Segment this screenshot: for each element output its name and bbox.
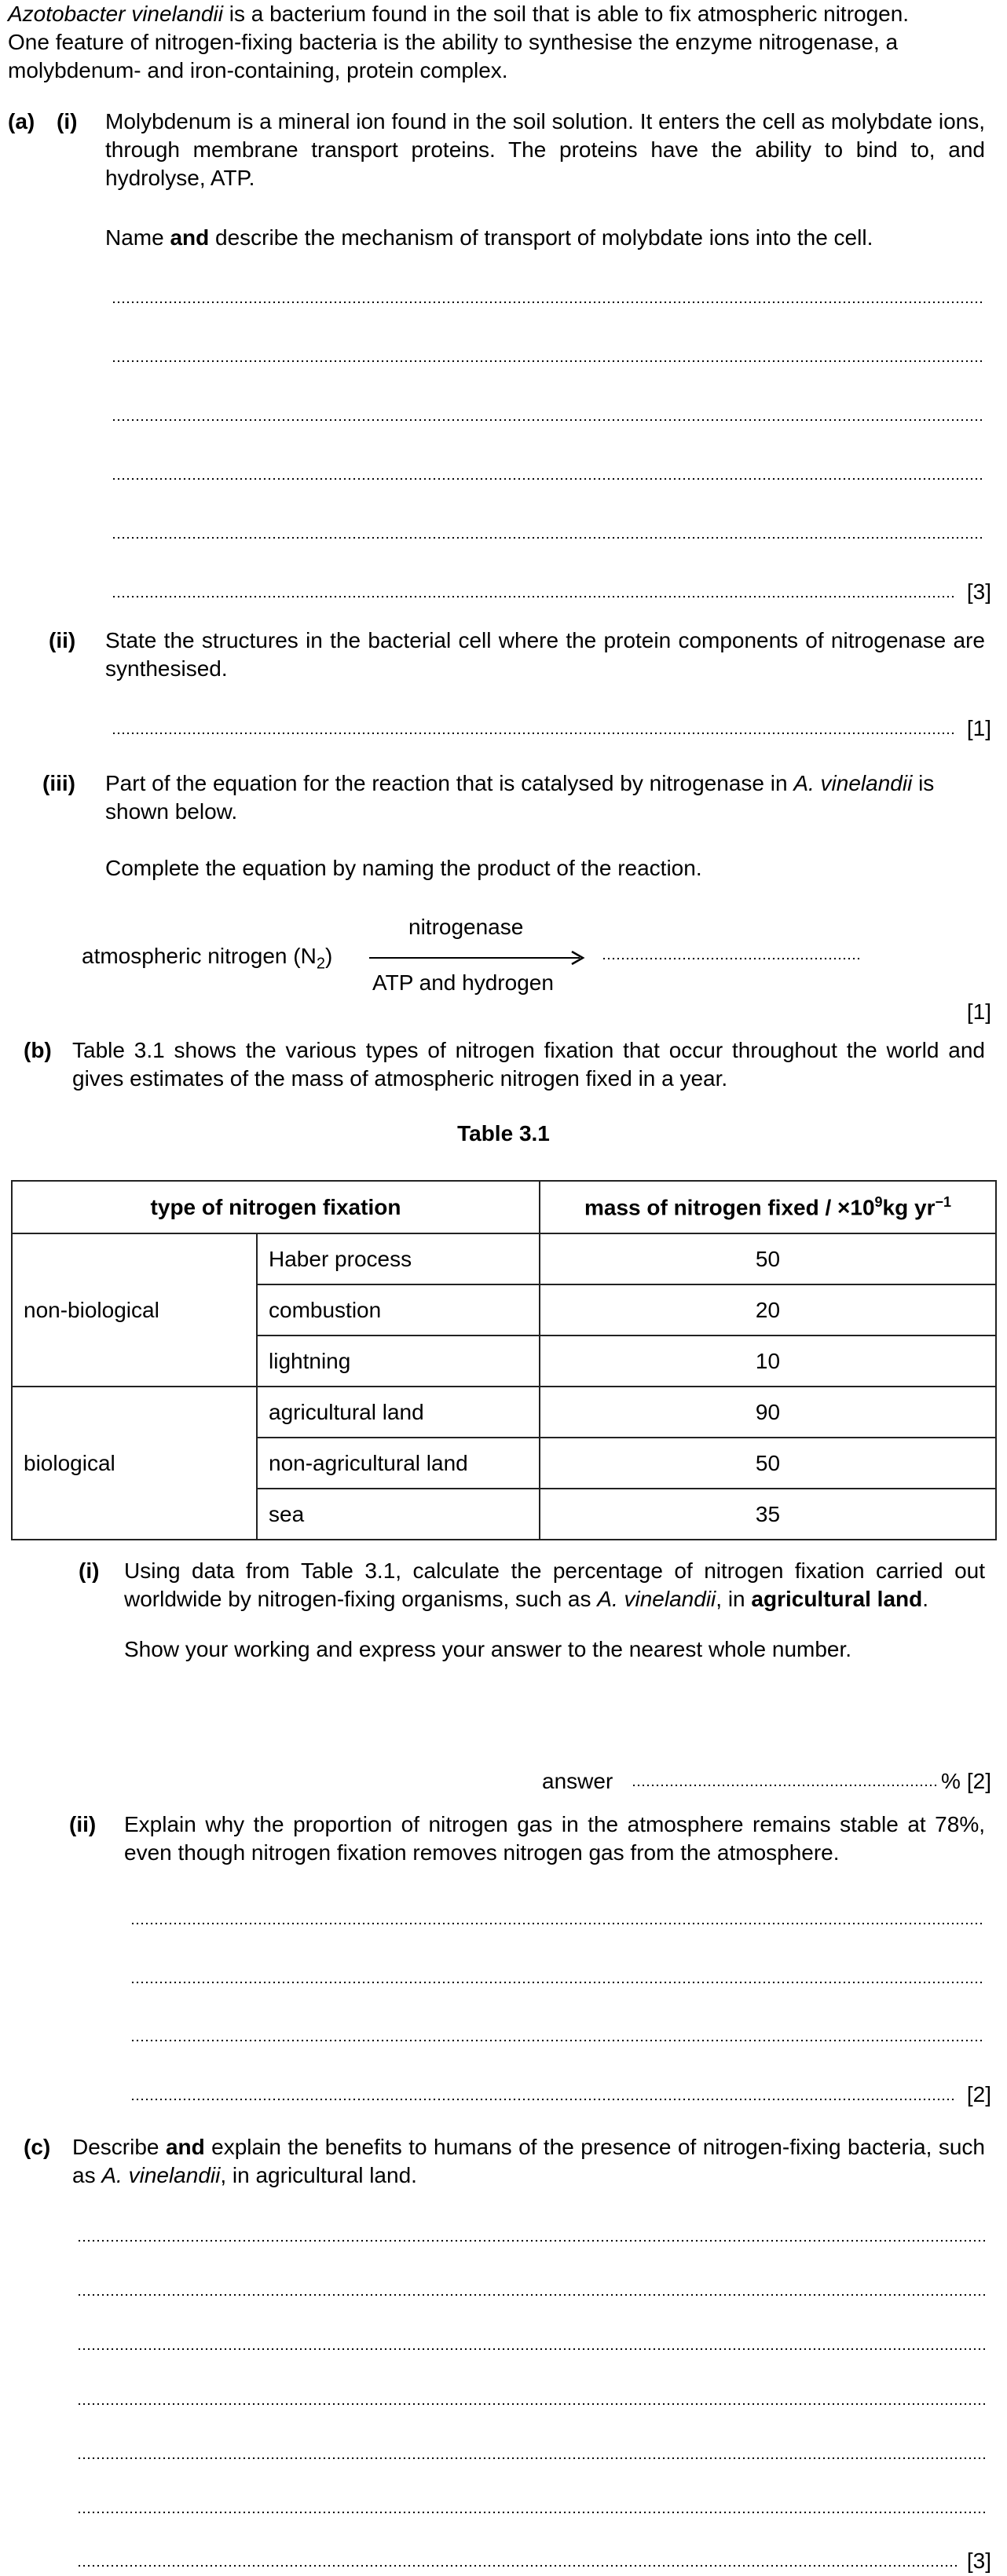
answer-line[interactable] bbox=[130, 2039, 985, 2042]
species-name: Azotobacter vinelandii bbox=[8, 2, 223, 26]
mark-allocation: [1] bbox=[966, 716, 991, 740]
mark-allocation: [2] bbox=[966, 1769, 991, 1793]
answer-line[interactable] bbox=[77, 2457, 985, 2460]
nitrogen-fixation-table bbox=[11, 1180, 997, 1540]
answer-line[interactable] bbox=[112, 360, 985, 363]
answer-line[interactable] bbox=[77, 2564, 957, 2567]
product-answer-line[interactable] bbox=[602, 957, 859, 960]
answer-line[interactable] bbox=[112, 595, 957, 598]
group-label-non-biological: non-biological bbox=[12, 1233, 257, 1387]
fixation-type-cell: sea bbox=[257, 1489, 540, 1540]
equation-catalyst-label: nitrogenase bbox=[408, 915, 524, 939]
intro-paragraph bbox=[8, 0, 999, 85]
intro-line-3: molybdenum- and iron-containing, protein complex. bbox=[8, 58, 508, 82]
question-b-i-text: Using data from Table 3.1, calculate the percentage of nitrogen fixation carried out worldwide by nitrogen-fixing organisms, such as A. vinelandii, in agricultural land. bbox=[124, 1558, 985, 1611]
question-label-a: (a) bbox=[8, 109, 35, 133]
answer-line[interactable] bbox=[130, 1922, 985, 1925]
question-a-i-text: Molybdenum is a mineral ion found in the soil solution. It enters the cell as molybdate ions, through membrane transport proteins. The proteins have the ability to bind to, and hydrolyse, ATP. bbox=[105, 109, 985, 190]
intro-line-1: Azotobacter vinelandii is a bacterium found in the soil that is able to fix atmospheric nitrogen. bbox=[8, 2, 910, 26]
column-header-mass: mass of nitrogen fixed / $\times 10^9kg$ $yr^{-1}$ bbox=[540, 1181, 996, 1233]
mark-allocation: [3] bbox=[966, 579, 991, 604]
answer-line[interactable] bbox=[130, 2098, 957, 2101]
fixation-type-cell: non-agricultural land bbox=[257, 1438, 540, 1489]
answer-line[interactable] bbox=[112, 418, 985, 422]
question-b-text: Table 3.1 shows the various types of nitrogen fixation that occur throughout the world and gives estimates of the mass of atmospheric nitrogen fixed in a year. bbox=[72, 1038, 985, 1091]
question-label-b-i: (i) bbox=[79, 1558, 100, 1583]
answer-line[interactable] bbox=[77, 2293, 985, 2296]
mass-cell: 35 bbox=[540, 1489, 996, 1540]
intro-line-2: One feature of nitrogen-fixing bacteria is the ability to synthesise the enzyme nitrogenase, a bbox=[8, 30, 899, 54]
question-label-b: (b) bbox=[24, 1038, 52, 1062]
percent-unit: % bbox=[941, 1769, 961, 1793]
mass-cell: 50 bbox=[540, 1233, 996, 1284]
column-header-type: type of nitrogen fixation bbox=[12, 1181, 540, 1233]
question-a-ii-text: State the structures in the bacterial cell where the protein components of nitrogenase are synthesised. bbox=[105, 628, 985, 681]
mass-cell: 10 bbox=[540, 1336, 996, 1387]
question-b-ii-text: Explain why the proportion of nitrogen gas in the atmosphere remains stable at 78%, even though nitrogen fixation removes nitrogen gas from the atmosphere. bbox=[124, 1812, 985, 1865]
percentage-answer-field[interactable] bbox=[632, 1784, 939, 1787]
fixation-type-cell: agricultural land bbox=[257, 1387, 540, 1438]
equation-reactant: atmospheric nitrogen $(N_2)$ bbox=[82, 944, 333, 973]
mark-allocation: [2] bbox=[966, 2082, 991, 2106]
question-a-iii-text: Part of the equation for the reaction that is catalysed by nitrogenase in A. vinelandii is shown below. bbox=[105, 771, 935, 824]
question-label-a-iii: (iii) bbox=[42, 771, 75, 795]
answer-line[interactable] bbox=[77, 2348, 985, 2351]
mark-allocation: [1] bbox=[966, 999, 991, 1024]
answer-line[interactable] bbox=[112, 301, 985, 304]
answer-label: answer bbox=[542, 1769, 613, 1793]
fixation-type-cell: Haber process bbox=[257, 1233, 540, 1284]
table-row bbox=[12, 1387, 996, 1438]
equation-condition-label: ATP and hydrogen bbox=[372, 970, 554, 995]
mark-allocation: [3] bbox=[966, 2549, 991, 2573]
question-label-a-i: (i) bbox=[57, 109, 78, 133]
question-a-iii-prompt: Complete the equation by naming the product of the reaction. bbox=[105, 856, 702, 880]
answer-line[interactable] bbox=[77, 2239, 985, 2242]
answer-line[interactable] bbox=[112, 536, 985, 539]
fixation-type-cell: lightning bbox=[257, 1336, 540, 1387]
question-label-b-ii: (ii) bbox=[69, 1812, 97, 1836]
fixation-type-cell: combustion bbox=[257, 1284, 540, 1336]
reaction-arrow-icon bbox=[369, 948, 589, 967]
mass-cell: 50 bbox=[540, 1438, 996, 1489]
question-a-i-prompt: Name and describe the mechanism of transport of molybdate ions into the cell. bbox=[105, 225, 873, 250]
answer-line[interactable] bbox=[112, 477, 985, 480]
mass-cell: 90 bbox=[540, 1387, 996, 1438]
answer-line[interactable] bbox=[77, 2511, 985, 2514]
table-title: Table 3.1 bbox=[457, 1121, 550, 1145]
answer-line[interactable] bbox=[77, 2402, 985, 2406]
answer-line[interactable] bbox=[112, 732, 957, 735]
answer-line[interactable] bbox=[130, 1981, 985, 1984]
question-b-i-prompt: Show your working and express your answer to the nearest whole number. bbox=[124, 1637, 852, 1661]
table-row bbox=[12, 1233, 996, 1284]
question-label-a-ii: (ii) bbox=[49, 628, 76, 652]
question-label-c: (c) bbox=[24, 2135, 51, 2159]
group-label-biological: biological bbox=[12, 1387, 257, 1540]
table-header-row bbox=[12, 1181, 996, 1233]
mass-cell: 20 bbox=[540, 1284, 996, 1336]
question-c-text: Describe and explain the benefits to humans of the presence of nitrogen-fixing bacteria, such as A. vinelandii, in agricultural land. bbox=[72, 2135, 986, 2187]
